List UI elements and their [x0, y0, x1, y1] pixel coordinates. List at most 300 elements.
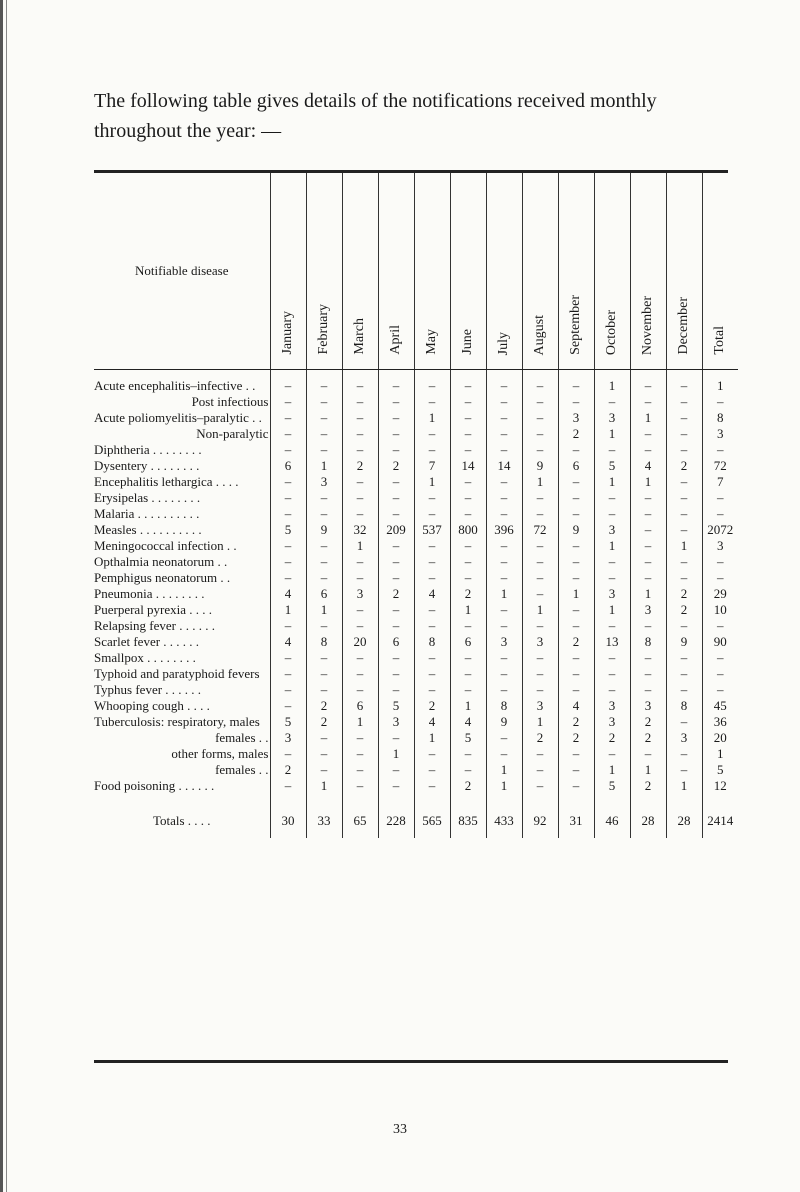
cell-november: –: [630, 490, 666, 506]
table-row: [94, 538, 738, 554]
table-row: [94, 778, 738, 794]
cell-january: –: [270, 410, 306, 426]
cell-january: 6: [270, 458, 306, 474]
totals-label: Totals . . . .: [152, 813, 211, 828]
cell-total: 7: [702, 474, 738, 490]
cell-total: 20: [702, 730, 738, 746]
cell-december: –: [666, 682, 702, 698]
cell-april: 6: [378, 634, 414, 650]
cell-december: –: [666, 474, 702, 490]
cell-june: –: [450, 442, 486, 458]
cell-december: –: [666, 394, 702, 410]
cell-april: –: [378, 554, 414, 570]
cell-january: –: [270, 490, 306, 506]
cell-september: –: [558, 442, 594, 458]
cell-june: –: [450, 474, 486, 490]
cell-april: –: [378, 426, 414, 442]
cell-may: –: [414, 378, 450, 394]
cell-total: –: [702, 394, 738, 410]
total-total: 2414: [702, 802, 738, 838]
cell-february: –: [306, 730, 342, 746]
cell-total: –: [702, 554, 738, 570]
header-april: [378, 173, 414, 370]
cell-october: 1: [594, 426, 630, 442]
header-label: November: [640, 295, 655, 355]
cell-total: –: [702, 650, 738, 666]
cell-december: 2: [666, 586, 702, 602]
header-label: April: [388, 325, 403, 355]
cell-september: –: [558, 650, 594, 666]
cell-december: –: [666, 714, 702, 730]
table-row: [94, 698, 738, 714]
cell-june: 1: [450, 602, 486, 618]
cell-march: –: [342, 378, 378, 394]
cell-may: 8: [414, 634, 450, 650]
cell-january: –: [270, 698, 306, 714]
cell-september: 1: [558, 586, 594, 602]
cell-october: 5: [594, 458, 630, 474]
cell-january: –: [270, 618, 306, 634]
cell-may: 4: [414, 714, 450, 730]
cell-september: 3: [558, 410, 594, 426]
disease-label: Whooping cough . . . .: [94, 698, 210, 713]
cell-january: –: [270, 746, 306, 762]
cell-november: 3: [630, 602, 666, 618]
disease-label: Measles . . . . . . . . . .: [94, 522, 202, 537]
header-july: [486, 173, 522, 370]
page-number: 33: [393, 1122, 407, 1137]
intro-paragraph: The following table gives details of the notifications received monthly throughout the year: —: [94, 90, 657, 142]
cell-september: 2: [558, 426, 594, 442]
cell-june: 6: [450, 634, 486, 650]
cell-june: –: [450, 490, 486, 506]
cell-november: –: [630, 746, 666, 762]
table-body: [94, 370, 738, 839]
cell-april: –: [378, 490, 414, 506]
cell-april: –: [378, 730, 414, 746]
cell-march: –: [342, 762, 378, 778]
cell-march: –: [342, 410, 378, 426]
cell-june: 4: [450, 714, 486, 730]
cell-october: –: [594, 570, 630, 586]
notifications-table: [94, 173, 738, 838]
cell-may: –: [414, 746, 450, 762]
disease-label: Scarlet fever . . . . . .: [94, 634, 200, 649]
cell-total: 3: [702, 426, 738, 442]
header-february: [306, 173, 342, 370]
cell-november: 2: [630, 730, 666, 746]
cell-april: 5: [378, 698, 414, 714]
disease-label: Meningococcal infection . .: [94, 538, 237, 553]
table-row: [94, 666, 738, 682]
cell-july: –: [486, 538, 522, 554]
table-row: [94, 426, 738, 442]
disease-label: Post infectious: [191, 394, 269, 409]
cell-july: –: [486, 554, 522, 570]
cell-august: –: [522, 378, 558, 394]
table-row: [94, 554, 738, 570]
cell-october: –: [594, 506, 630, 522]
cell-december: 8: [666, 698, 702, 714]
cell-november: –: [630, 378, 666, 394]
cell-october: 1: [594, 538, 630, 554]
header-september: [558, 173, 594, 370]
cell-june: –: [450, 394, 486, 410]
total-april: 228: [378, 802, 414, 838]
cell-january: –: [270, 474, 306, 490]
table-row: [94, 650, 738, 666]
cell-june: 2: [450, 778, 486, 794]
cell-april: –: [378, 570, 414, 586]
cell-october: 13: [594, 634, 630, 650]
cell-september: –: [558, 490, 594, 506]
disease-label: Encephalitis lethargica . . . .: [94, 474, 239, 489]
cell-june: –: [450, 570, 486, 586]
header-row: [94, 173, 738, 370]
cell-june: –: [450, 682, 486, 698]
cell-september: –: [558, 378, 594, 394]
total-february: 33: [306, 802, 342, 838]
cell-total: 90: [702, 634, 738, 650]
table-bottom-rule: [94, 1060, 728, 1063]
header-label: Total: [712, 326, 728, 355]
cell-august: 1: [522, 602, 558, 618]
cell-march: –: [342, 570, 378, 586]
cell-january: 1: [270, 602, 306, 618]
cell-total: –: [702, 666, 738, 682]
cell-august: –: [522, 394, 558, 410]
cell-total: 8: [702, 410, 738, 426]
cell-august: 72: [522, 522, 558, 538]
disease-label: Food poisoning . . . . . .: [94, 778, 215, 793]
disease-label: Relapsing fever . . . . . .: [94, 618, 215, 633]
cell-may: –: [414, 426, 450, 442]
cell-february: –: [306, 650, 342, 666]
cell-may: –: [414, 650, 450, 666]
header-label: February: [316, 304, 331, 355]
cell-july: –: [486, 394, 522, 410]
cell-november: –: [630, 506, 666, 522]
cell-november: –: [630, 682, 666, 698]
cell-april: –: [378, 650, 414, 666]
cell-december: –: [666, 378, 702, 394]
header-june: [450, 173, 486, 370]
cell-march: –: [342, 506, 378, 522]
cell-august: 3: [522, 698, 558, 714]
disease-label: Acute encephalitis–infective . .: [94, 378, 256, 393]
disease-label: Tuberculosis: respiratory, males: [94, 714, 260, 729]
cell-september: 6: [558, 458, 594, 474]
cell-february: –: [306, 570, 342, 586]
cell-august: 1: [522, 474, 558, 490]
cell-february: –: [306, 426, 342, 442]
cell-july: –: [486, 426, 522, 442]
disease-label: females . .: [215, 762, 269, 777]
cell-august: –: [522, 746, 558, 762]
cell-august: 1: [522, 714, 558, 730]
cell-january: –: [270, 682, 306, 698]
cell-july: 14: [486, 458, 522, 474]
cell-december: –: [666, 762, 702, 778]
table-row: [94, 714, 738, 730]
cell-january: –: [270, 394, 306, 410]
cell-october: 1: [594, 762, 630, 778]
disease-label: Non-paralytic: [196, 426, 269, 441]
cell-august: –: [522, 506, 558, 522]
cell-march: –: [342, 730, 378, 746]
cell-february: –: [306, 554, 342, 570]
header-december: [666, 173, 702, 370]
disease-label: Erysipelas . . . . . . . .: [94, 490, 201, 505]
cell-total: 36: [702, 714, 738, 730]
cell-february: 1: [306, 602, 342, 618]
cell-august: 3: [522, 634, 558, 650]
cell-november: 2: [630, 778, 666, 794]
cell-june: –: [450, 554, 486, 570]
cell-june: 800: [450, 522, 486, 538]
cell-november: 1: [630, 762, 666, 778]
table-row: [94, 586, 738, 602]
cell-july: –: [486, 490, 522, 506]
cell-total: 1: [702, 746, 738, 762]
cell-december: –: [666, 442, 702, 458]
total-july: 433: [486, 802, 522, 838]
cell-january: –: [270, 554, 306, 570]
cell-october: 1: [594, 474, 630, 490]
cell-january: 4: [270, 634, 306, 650]
cell-august: –: [522, 426, 558, 442]
cell-total: 12: [702, 778, 738, 794]
table-row: [94, 746, 738, 762]
cell-january: –: [270, 666, 306, 682]
cell-august: –: [522, 682, 558, 698]
table-row: [94, 522, 738, 538]
header-october: [594, 173, 630, 370]
cell-march: 1: [342, 714, 378, 730]
cell-september: 2: [558, 714, 594, 730]
cell-total: 10: [702, 602, 738, 618]
cell-march: –: [342, 682, 378, 698]
cell-april: –: [378, 394, 414, 410]
table-row: [94, 618, 738, 634]
cell-january: 5: [270, 522, 306, 538]
cell-january: –: [270, 506, 306, 522]
cell-february: –: [306, 682, 342, 698]
header-label: September: [568, 295, 583, 355]
cell-july: –: [486, 682, 522, 698]
table-row: [94, 378, 738, 394]
total-june: 835: [450, 802, 486, 838]
cell-january: –: [270, 778, 306, 794]
cell-august: –: [522, 410, 558, 426]
header-label: July: [496, 331, 511, 355]
cell-august: –: [522, 586, 558, 602]
cell-june: –: [450, 506, 486, 522]
disease-label: Pemphigus neonatorum . .: [94, 570, 231, 585]
cell-may: –: [414, 682, 450, 698]
cell-may: –: [414, 490, 450, 506]
cell-december: –: [666, 410, 702, 426]
cell-june: 14: [450, 458, 486, 474]
cell-february: 8: [306, 634, 342, 650]
cell-november: 1: [630, 586, 666, 602]
cell-may: 2: [414, 698, 450, 714]
cell-december: 9: [666, 634, 702, 650]
cell-january: –: [270, 650, 306, 666]
table-row: [94, 442, 738, 458]
cell-october: 3: [594, 410, 630, 426]
table-row: [94, 394, 738, 410]
cell-august: 9: [522, 458, 558, 474]
disease-label: Typhoid and paratyphoid fevers: [94, 666, 260, 681]
cell-march: –: [342, 394, 378, 410]
cell-february: 2: [306, 698, 342, 714]
cell-may: –: [414, 570, 450, 586]
cell-november: –: [630, 522, 666, 538]
cell-december: 2: [666, 458, 702, 474]
cell-may: 537: [414, 522, 450, 538]
cell-february: –: [306, 490, 342, 506]
cell-august: –: [522, 570, 558, 586]
cell-total: –: [702, 442, 738, 458]
cell-april: –: [378, 410, 414, 426]
cell-january: 3: [270, 730, 306, 746]
cell-september: –: [558, 394, 594, 410]
cell-march: –: [342, 650, 378, 666]
cell-july: 1: [486, 586, 522, 602]
cell-september: –: [558, 538, 594, 554]
cell-november: 3: [630, 698, 666, 714]
cell-october: 3: [594, 698, 630, 714]
cell-january: 2: [270, 762, 306, 778]
cell-april: –: [378, 602, 414, 618]
cell-september: –: [558, 554, 594, 570]
header-label: June: [460, 329, 475, 355]
cell-march: 2: [342, 458, 378, 474]
cell-october: 2: [594, 730, 630, 746]
cell-total: 3: [702, 538, 738, 554]
disease-label: Pneumonia . . . . . . . .: [94, 586, 205, 601]
cell-december: 2: [666, 602, 702, 618]
cell-july: –: [486, 506, 522, 522]
cell-november: –: [630, 426, 666, 442]
cell-july: 1: [486, 762, 522, 778]
cell-march: –: [342, 554, 378, 570]
cell-july: –: [486, 746, 522, 762]
cell-january: –: [270, 426, 306, 442]
header-label: December: [676, 297, 691, 355]
table-row: [94, 506, 738, 522]
header-label: October: [604, 309, 619, 355]
cell-november: –: [630, 650, 666, 666]
cell-april: –: [378, 618, 414, 634]
cell-may: –: [414, 602, 450, 618]
cell-december: –: [666, 618, 702, 634]
cell-november: 4: [630, 458, 666, 474]
cell-june: –: [450, 378, 486, 394]
disease-label: Dysentery . . . . . . . .: [94, 458, 200, 473]
cell-april: –: [378, 442, 414, 458]
cell-june: –: [450, 650, 486, 666]
cell-october: 1: [594, 378, 630, 394]
cell-july: 1: [486, 778, 522, 794]
cell-december: 3: [666, 730, 702, 746]
cell-september: 2: [558, 634, 594, 650]
cell-march: 20: [342, 634, 378, 650]
cell-april: –: [378, 506, 414, 522]
scan-edge-mark: [0, 0, 3, 1192]
cell-august: –: [522, 618, 558, 634]
cell-march: 1: [342, 538, 378, 554]
cell-june: 5: [450, 730, 486, 746]
cell-march: 6: [342, 698, 378, 714]
cell-march: –: [342, 426, 378, 442]
cell-april: –: [378, 538, 414, 554]
cell-november: 1: [630, 410, 666, 426]
cell-total: –: [702, 682, 738, 698]
cell-september: –: [558, 474, 594, 490]
cell-may: –: [414, 618, 450, 634]
cell-may: 7: [414, 458, 450, 474]
cell-october: –: [594, 666, 630, 682]
cell-may: 1: [414, 730, 450, 746]
header-may: [414, 173, 450, 370]
cell-september: –: [558, 762, 594, 778]
cell-april: –: [378, 682, 414, 698]
table-row: [94, 410, 738, 426]
cell-february: 1: [306, 778, 342, 794]
cell-november: 2: [630, 714, 666, 730]
cell-june: –: [450, 762, 486, 778]
cell-july: –: [486, 378, 522, 394]
cell-december: –: [666, 554, 702, 570]
cell-march: –: [342, 474, 378, 490]
cell-may: –: [414, 506, 450, 522]
cell-march: –: [342, 490, 378, 506]
cell-february: 1: [306, 458, 342, 474]
disease-label: females . .: [215, 730, 269, 745]
cell-november: –: [630, 394, 666, 410]
cell-may: 4: [414, 586, 450, 602]
cell-january: –: [270, 570, 306, 586]
cell-april: 1: [378, 746, 414, 762]
cell-april: –: [378, 378, 414, 394]
cell-march: –: [342, 602, 378, 618]
cell-july: –: [486, 602, 522, 618]
cell-july: 8: [486, 698, 522, 714]
disease-label: other forms, males: [171, 746, 269, 761]
cell-september: –: [558, 618, 594, 634]
cell-february: –: [306, 618, 342, 634]
cell-february: –: [306, 378, 342, 394]
cell-november: 1: [630, 474, 666, 490]
header-label: March: [352, 318, 367, 355]
header-label: August: [532, 314, 547, 355]
cell-march: –: [342, 618, 378, 634]
cell-february: –: [306, 442, 342, 458]
table-row: [94, 570, 738, 586]
cell-november: 8: [630, 634, 666, 650]
disease-label: Typhus fever . . . . . .: [94, 682, 202, 697]
total-december: 28: [666, 802, 702, 838]
disease-label: Acute poliomyelitis–paralytic . .: [94, 410, 262, 425]
cell-february: –: [306, 506, 342, 522]
cell-march: –: [342, 746, 378, 762]
cell-january: –: [270, 538, 306, 554]
cell-may: –: [414, 442, 450, 458]
cell-may: –: [414, 554, 450, 570]
cell-october: 3: [594, 714, 630, 730]
